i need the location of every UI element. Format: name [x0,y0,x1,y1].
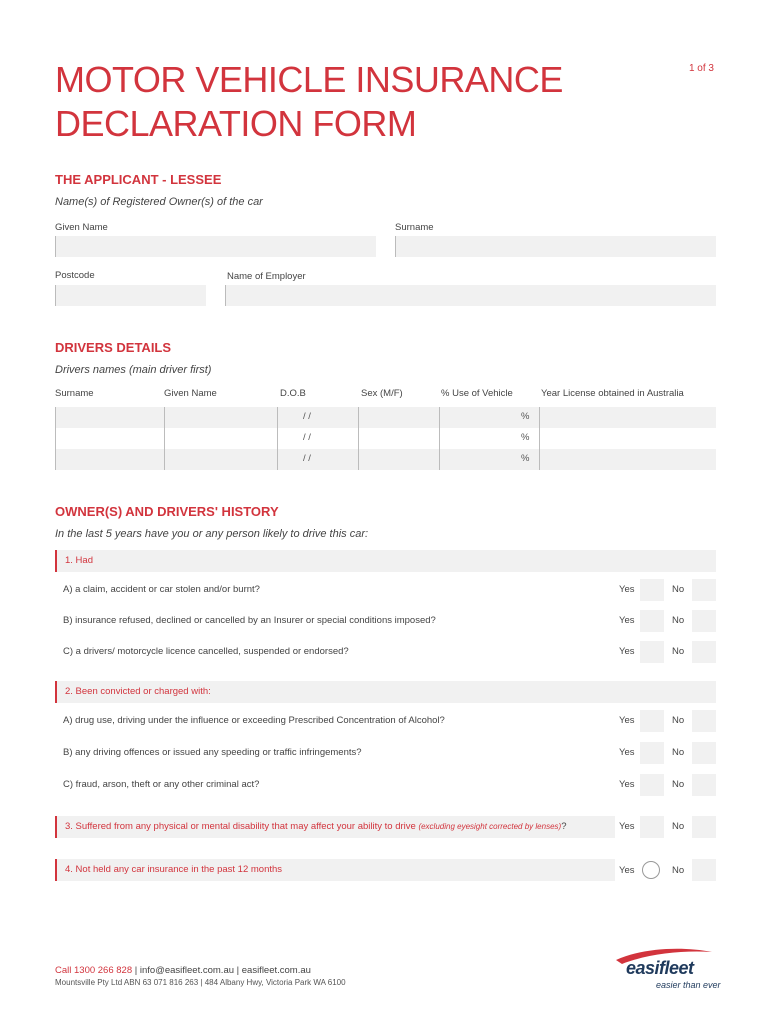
section-3-text: 3. Suffered from any physical or mental disability that may affect your ability to drive [65,821,416,832]
yes-checkbox[interactable] [640,742,664,764]
form-title [55,58,563,146]
percent-sign: % [521,411,530,422]
col-sex: Sex (M/F) [361,388,403,399]
applicant-heading: THE APPLICANT - LESSEE [55,172,222,187]
col-percent-use: % Use of Vehicle [441,388,513,399]
dob-slashes: / / [303,432,311,443]
yes-label: Yes [619,615,635,626]
yes-label: Yes [619,715,635,726]
section-4-header [55,859,615,881]
yes-label: Yes [619,779,635,790]
surname-label: Surname [395,222,434,233]
no-label: No [672,865,685,876]
yes-checkbox[interactable] [640,579,664,601]
yes-label: Yes [619,747,635,758]
no-checkbox[interactable] [692,859,716,881]
question-2b: B) any driving offences or issued any speeding or traffic infringements? [63,747,362,758]
question-1b: B) insurance refused, declined or cancelled by an Insurer or special conditions imposed? [63,615,436,626]
footer-address: Mountsville Pty Ltd ABN 63 071 816 263 | 484 Albany Hwy, Victoria Park WA 6100 [55,978,346,987]
no-label: No [672,779,685,790]
logo-tagline: easier than ever [656,980,721,990]
yes-radio[interactable] [642,861,660,879]
history-heading: OWNER(S) AND DRIVERS' HISTORY [55,504,279,519]
section-1-title: 1. Had [65,555,93,566]
yes-checkbox[interactable] [640,816,664,838]
driver-row[interactable] [55,407,716,428]
drivers-heading: DRIVERS DETAILS [55,340,172,355]
page-number: 1 of 3 [688,63,714,74]
postcode-label: Postcode [55,270,95,281]
yes-label: Yes [619,584,635,595]
col-surname: Surname [55,388,94,399]
no-label: No [672,646,685,657]
col-year-license: Year License obtained in Australia [541,388,684,399]
given-name-label: Given Name [55,222,108,233]
section-4-title: 4. Not held any car insurance in the past 12 months [65,864,283,875]
no-label: No [672,821,685,832]
surname-field[interactable] [395,236,716,257]
driver-row[interactable] [55,428,716,449]
no-checkbox[interactable] [692,610,716,632]
section-3-note: (excluding eyesight corrected by lenses) [418,822,562,831]
footer-phone: Call 1300 266 828 [55,965,133,976]
no-checkbox[interactable] [692,710,716,732]
no-label: No [672,747,685,758]
employer-label: Name of Employer [227,271,306,282]
percent-sign: % [521,432,530,443]
question-1c: C) a drivers/ motorcycle licence cancelled, suspended or endorsed? [63,646,349,657]
easifleet-logo [612,946,722,996]
dob-slashes: / / [303,411,311,422]
no-checkbox[interactable] [692,579,716,601]
employer-field[interactable] [225,285,716,306]
no-label: No [672,715,685,726]
no-checkbox[interactable] [692,641,716,663]
section-1-header [55,550,716,572]
question-1a: A) a claim, accident or car stolen and/or burnt? [63,584,260,595]
percent-sign: % [521,453,530,464]
yes-label: Yes [619,865,635,876]
given-name-field[interactable] [55,236,376,257]
no-checkbox[interactable] [692,816,716,838]
no-label: No [672,615,685,626]
question-2c: C) fraud, arson, theft or any other criminal act? [63,779,260,790]
dob-slashes: / / [303,453,311,464]
section-3-qmark: ? [561,821,567,832]
yes-checkbox[interactable] [640,774,664,796]
driver-row[interactable] [55,449,716,470]
applicant-subheading: Name(s) of Registered Owner(s) of the car [55,196,263,208]
yes-label: Yes [619,646,635,657]
history-subheading: In the last 5 years have you or any person likely to drive this car: [55,528,369,540]
yes-label: Yes [619,821,635,832]
no-checkbox[interactable] [692,742,716,764]
section-2-header [55,681,716,703]
section-3-header [55,816,615,838]
col-dob: D.O.B [280,388,306,399]
no-label: No [672,584,685,595]
yes-checkbox[interactable] [640,610,664,632]
drivers-subheading: Drivers names (main driver first) [55,364,212,376]
footer-links: | info@easifleet.com.au | easifleet.com.au [132,965,311,976]
section-2-title: 2. Been convicted or charged with: [65,686,211,697]
footer-contact [55,965,311,976]
postcode-field[interactable] [55,285,206,306]
form-title-line1: MOTOR VEHICLE INSURANCE [55,59,563,100]
form-title-line2: DECLARATION FORM [55,103,417,144]
question-2a: A) drug use, driving under the influence or exceeding Prescribed Concentration of Alcohol? [63,715,445,726]
yes-checkbox[interactable] [640,641,664,663]
yes-checkbox[interactable] [640,710,664,732]
logo-wordmark: easifleet [626,958,694,978]
col-given-name: Given Name [164,388,217,399]
section-3-title [65,821,566,832]
no-checkbox[interactable] [692,774,716,796]
